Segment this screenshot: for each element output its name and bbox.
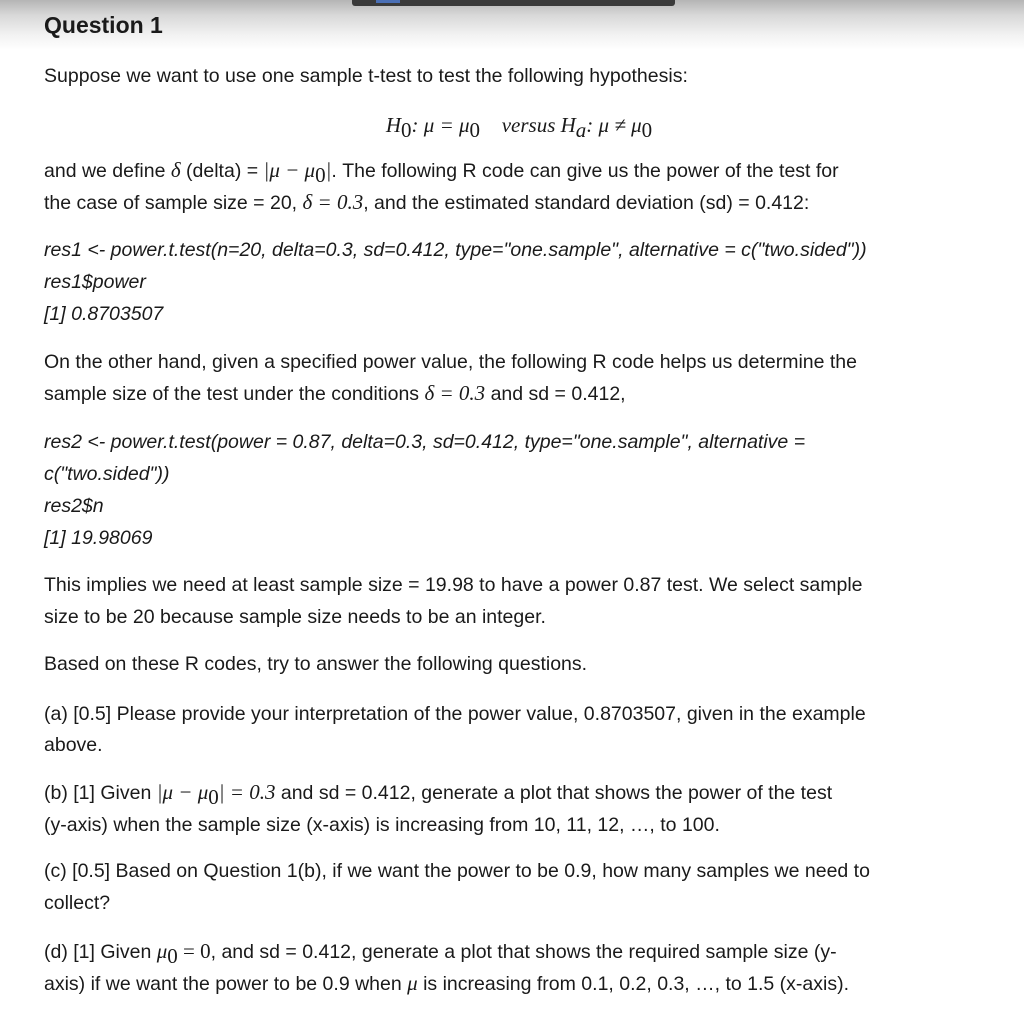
hyp-versus: versus H	[501, 113, 576, 137]
code1-line2: res1$power	[44, 271, 146, 293]
other-hand-line1: On the other hand, given a specified power value, the following R code helps us determine the	[44, 351, 858, 373]
code2-line4: [1] 19.98069	[44, 527, 153, 549]
question-a-line1: (a) [0.5] Please provide your interpretation of the power value, 0.8703507, given in the example	[44, 703, 866, 725]
code2-line2: c("two.sided"))	[44, 463, 170, 485]
implies-line2: size to be 20 because sample size needs to be an integer.	[44, 606, 546, 628]
question-a-line2: above.	[44, 734, 103, 756]
question-b-line2: (y-axis) when the sample size (x-axis) is increasing from 10, 11, 12, …, to 100.	[44, 814, 720, 836]
hypothesis-equation: $H_0$: $\mu = \mu_0$ versus $H_a$: $\mu \ne \mu_0$	[385, 113, 653, 142]
question-b-line1: (b) [1] Given $|\mu - \mu_0| = 0.3$ and sd = 0.412, generate a plot that shows the power of the test	[44, 780, 833, 809]
case-line: the case of sample size = 20, δ = 0.3, and the estimated standard deviation (sd) = 0.412:	[44, 190, 810, 214]
hyp-h0: H	[385, 113, 402, 137]
question-d-line2: axis) if we want the power to be 0.9 when μ is increasing from 0.1, 0.2, 0.3, …, to 1.5 (x-axis).	[44, 971, 850, 995]
question-c-line2: collect?	[44, 892, 111, 914]
code2-line3: res2$n	[44, 495, 104, 517]
code1-line3: [1] 0.8703507	[44, 303, 164, 325]
code1-line1: res1 <- power.t.test(n=20, delta=0.3, sd=0.412, type="one.sample", alternative = c("two.sided"))	[44, 239, 867, 261]
window-top-bar	[352, 0, 675, 6]
question-d-line1: (d) [1] Given $\mu_0 = 0$, and sd = 0.412, generate a plot that shows the required sample size (y-	[44, 939, 837, 968]
other-hand-line2: sample size of the test under the conditions δ = 0.3 and sd = 0.412,	[44, 381, 626, 405]
delta-definition-line: and we define δ (delta) = $|\mu - \mu_0|$. The following R code can give us the power of the test for	[44, 158, 839, 187]
based-line: Based on these R codes, try to answer the following questions.	[44, 653, 588, 675]
implies-line1: This implies we need at least sample size = 19.98 to have a power 0.87 test. We select sample	[44, 574, 863, 596]
question-title: Question 1	[44, 12, 163, 38]
intro-line: Suppose we want to use one sample t-test to test the following hypothesis:	[44, 65, 688, 87]
top-bar-accent	[376, 0, 400, 3]
code2-line1: res2 <- power.t.test(power = 0.87, delta=0.3, sd=0.412, type="one.sample", alternative =	[44, 431, 806, 453]
question-c-line1: (c) [0.5] Based on Question 1(b), if we want the power to be 0.9, how many samples we need to	[44, 860, 870, 882]
